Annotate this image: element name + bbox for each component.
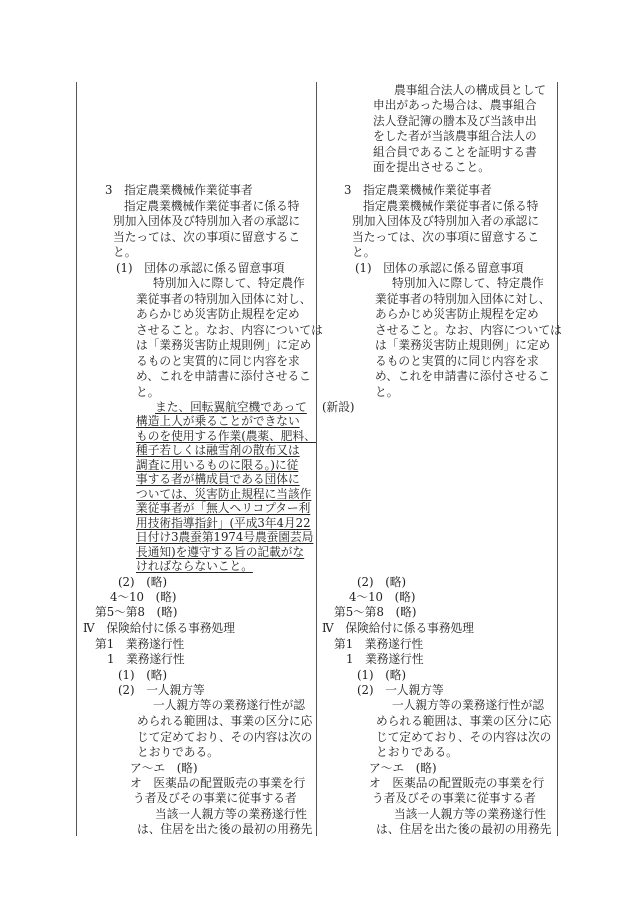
text-line: う者及びその事業に従事する者 [133, 791, 297, 805]
added-text-line: また、回転翼航空機であって [155, 400, 307, 414]
text-line: (1) 団体の承認に係る留意事項 [355, 260, 524, 275]
text-line: は、住居を出た後の最初の用務先 [137, 822, 313, 836]
text-line: あらかじめ災害防止規程を定め [136, 307, 300, 321]
text-line: とおりである。 [376, 745, 458, 759]
text-line: (2) 一人親方等 [357, 683, 444, 697]
text-line: 第1 業務遂行性 [95, 637, 185, 651]
text-line: あらかじめ災害防止規程を定め [375, 307, 539, 321]
text-line: 農事組合法人の構成員として [394, 83, 546, 97]
text-line: させること。なお、内容については [136, 322, 323, 337]
added-text-line: 調査に用いるものに限る。)に従 [136, 457, 299, 472]
text-line: 指定農業機械作業従事者に係る特 [124, 198, 300, 213]
text-line: 1 業務遂行性 [346, 652, 424, 666]
text-line: させること。なお、内容については [375, 322, 562, 337]
text-line: 第5〜第8 (略) [95, 605, 178, 619]
text-line: オ 医薬品の配置販売の事業を行 [369, 776, 545, 790]
added-text-line: ついては、災害防止規程に当該作 [136, 486, 312, 501]
text-line: じて定めており、その内容は次の [137, 730, 313, 744]
text-line: 当たっては、次の事項に留意するこ [113, 229, 301, 244]
text-line: 別加入団体及び特別加入者の承認に [352, 214, 540, 228]
text-line: (1) (略) [357, 668, 407, 682]
text-line: は「業務災害防止規則例」に定め [375, 338, 551, 352]
text-line: 1 業務遂行性 [107, 652, 185, 666]
text-line: められる範囲は、事業の区分に応 [137, 714, 313, 728]
text-line: は「業務災害防止規則例」に定め [136, 338, 312, 352]
text-line: をした者が当該農事組合法人の [373, 129, 537, 144]
text-line: じて定めており、その内容は次の [376, 730, 552, 744]
text-line: 業従事者の特別加入団体に対し、 [136, 291, 312, 306]
text-line: 組合員であることを証明する書 [373, 144, 537, 159]
text-line: 一人親方等の業務遂行性が認 [392, 698, 544, 712]
new-provision-label: (新設) [322, 400, 355, 414]
text-line: るものと実質的に同じ内容を求 [375, 353, 539, 368]
added-text-line: 構造上人が乗ることができない [136, 414, 300, 429]
text-line: は、住居を出た後の最初の用務先 [376, 822, 552, 836]
text-line: う者及びその事業に従事する者 [372, 791, 536, 805]
text-line: (1) 団体の承認に係る留意事項 [116, 260, 285, 275]
text-line: とおりである。 [137, 745, 219, 759]
text-line: 4〜10 (略) [110, 590, 177, 604]
text-line: 当該一人親方等の業務遂行性 [394, 807, 546, 821]
added-text-line: 業従事者が「無人ヘリコプター利 [136, 501, 311, 516]
text-line: と。 [352, 245, 376, 259]
text-line: 特別加入に際して、特定農作 [392, 276, 544, 290]
added-text-line: 用技術指導指針」(平成3年4月22 [136, 515, 311, 530]
added-text-line: 事する者が構成員である団体に [136, 472, 300, 487]
added-text-line: ものを使用する作業(農薬、肥料、 [136, 428, 316, 443]
text-line: 第1 業務遂行性 [334, 637, 424, 651]
added-text-line: 種子若しくは融雪剤の散布又は [136, 443, 300, 458]
text-line: 3 指定農業機械作業従事者 [105, 183, 253, 197]
text-line: と。 [136, 384, 160, 399]
column-divider [316, 82, 317, 836]
text-line: められる範囲は、事業の区分に応 [376, 714, 552, 728]
text-line: 当たっては、次の事項に留意するこ [352, 229, 540, 244]
text-line: Ⅳ 保険給付に係る事務処理 [83, 621, 235, 635]
text-line: め、これを申請書に添付させるこ [136, 369, 311, 383]
added-text-line: ければならないこと。 [136, 558, 253, 573]
text-line: 別加入団体及び特別加入者の承認に [113, 214, 301, 228]
text-line: ア〜エ (略) [369, 761, 437, 775]
table-border-left [76, 82, 77, 836]
text-line: 3 指定農業機械作業従事者 [344, 183, 492, 197]
text-line: 法人登記簿の謄本及び当該申出 [373, 113, 537, 128]
text-line: Ⅳ 保険給付に係る事務処理 [322, 621, 474, 635]
text-line: 当該一人親方等の業務遂行性 [155, 807, 307, 821]
text-line: ア〜エ (略) [130, 761, 198, 775]
text-line: 4〜10 (略) [349, 590, 416, 604]
text-line: 申出があった場合は、農事組合 [373, 98, 537, 113]
text-line: るものと実質的に同じ内容を求 [136, 353, 300, 368]
added-text-line: 日付け3農蚕第1974号農蚕園芸局 [136, 530, 314, 545]
text-line: (1) (略) [118, 668, 168, 682]
text-line: オ 医薬品の配置販売の事業を行 [130, 776, 306, 790]
text-line: と。 [375, 384, 399, 399]
text-line: 業従事者の特別加入団体に対し、 [375, 291, 551, 306]
text-line: と。 [113, 245, 137, 259]
text-line: 指定農業機械作業従事者に係る特 [363, 198, 539, 213]
text-line: (2) (略) [357, 575, 407, 589]
text-line: (2) 一人親方等 [118, 683, 205, 697]
text-line: 第5〜第8 (略) [334, 605, 417, 619]
text-line: 面を提出させること。 [373, 160, 490, 174]
text-line: 一人親方等の業務遂行性が認 [153, 698, 305, 712]
added-text-line: 長通知)を遵守する旨の記載がな [136, 544, 305, 559]
text-line: 特別加入に際して、特定農作 [153, 276, 305, 290]
table-border-right [557, 82, 558, 836]
text-line: め、これを申請書に添付させるこ [375, 369, 550, 383]
text-line: (2) (略) [118, 575, 168, 589]
